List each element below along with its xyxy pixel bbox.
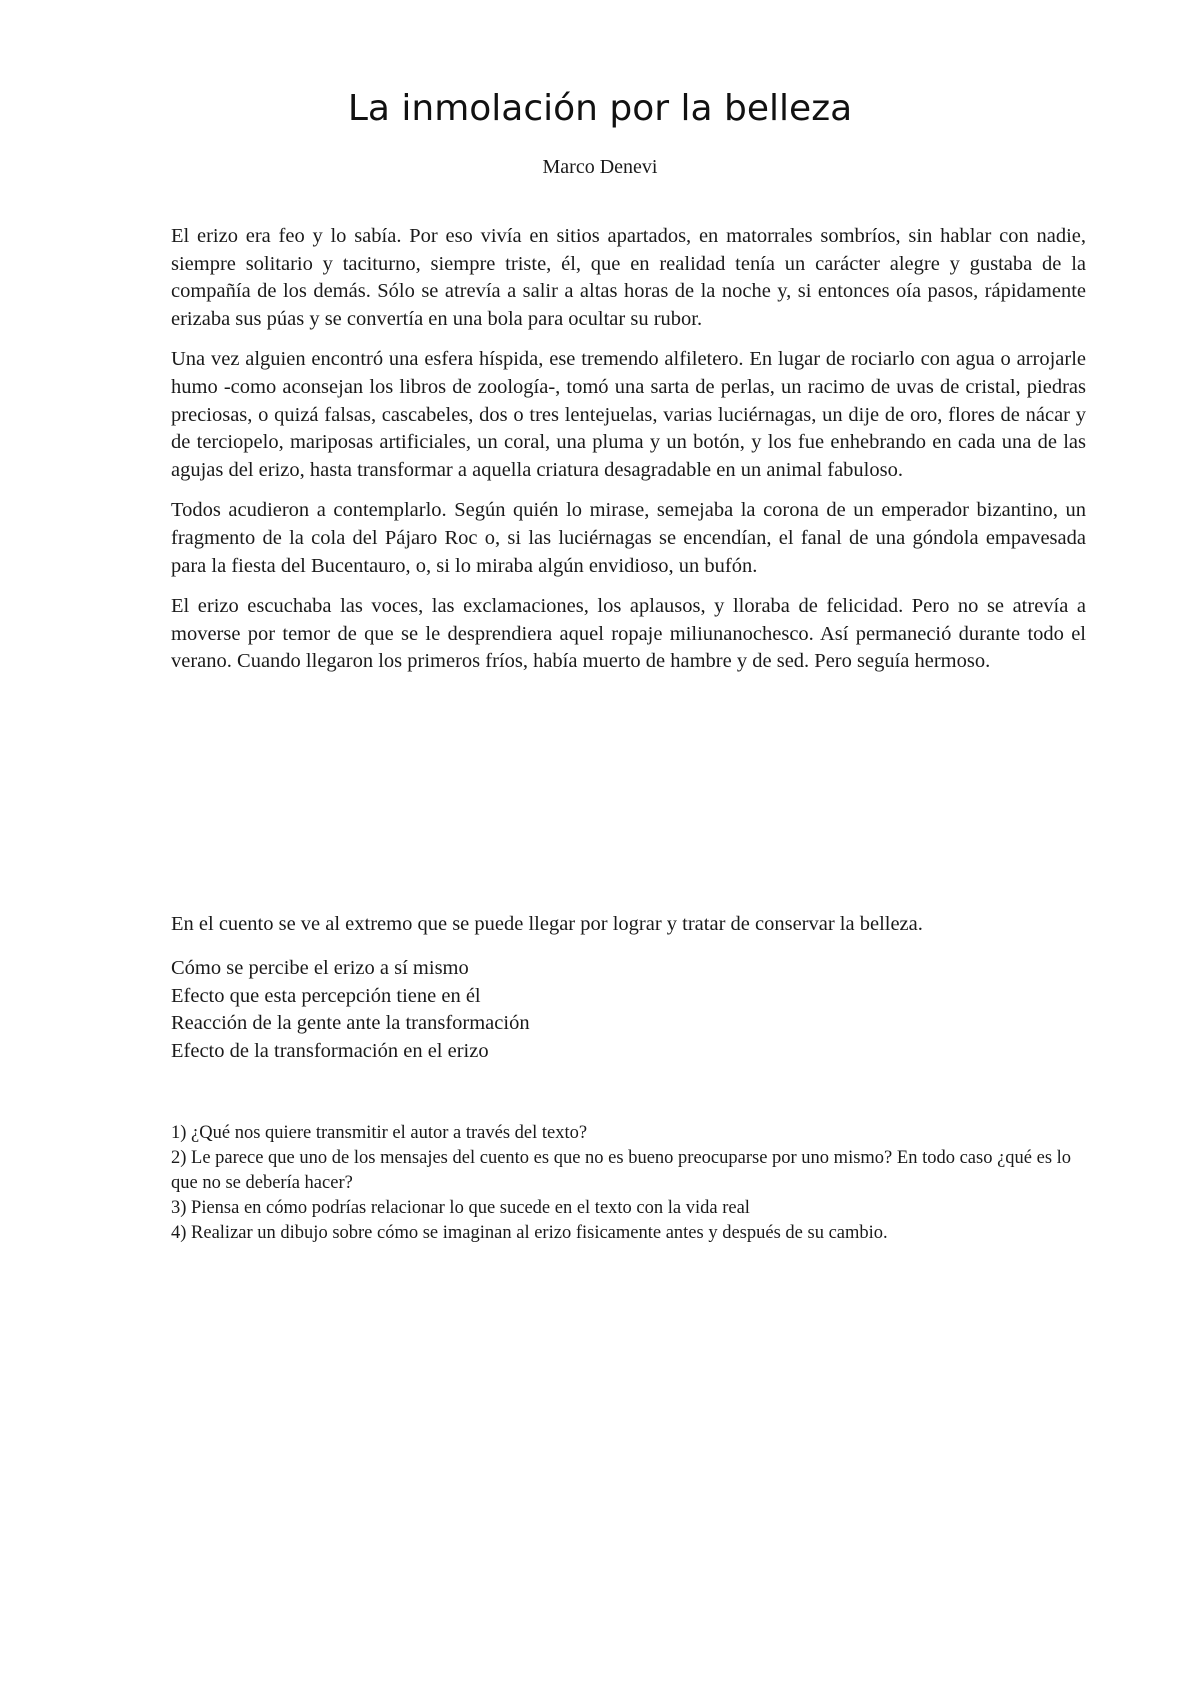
document-author: Marco Denevi	[542, 156, 658, 178]
story-paragraph: Una vez alguien encontró una esfera híspida, ese tremendo alfiletero. En lugar de rociarlo con agua o arrojarle humo -como aconsejan los libros de zoología-, tomó una sarta de perlas, un racimo de uvas de cristal, piedras preciosas, o quizá falsas, cascabeles, dos o tres lentejuelas, varias luciérnagas, un dije de oro, flores de nácar y de terciopelo, mariposas artificiales, un coral, una pluma y un botón, y los fue enhebrando en cada una de las agujas del erizo, hasta transformar a aquella criatura desagradable en un animal fabuloso.	[171, 348, 1086, 481]
story-body	[171, 223, 1086, 689]
aspect-item: Reacción de la gente ante la transformación	[171, 1012, 530, 1035]
summary-text: En el cuento se ve al extremo que se puede llegar por lograr y tratar de conservar la belleza.	[171, 913, 923, 935]
question-item: 1) ¿Qué nos quiere transmitir el autor a través del texto?	[171, 1123, 588, 1143]
question-item: 3) Piensa en cómo podrías relacionar lo que sucede en el texto con la vida real	[171, 1198, 750, 1218]
questions-list	[171, 1121, 1086, 1246]
aspect-item: Cómo se percibe el erizo a sí mismo	[171, 957, 469, 979]
question-item: 4) Realizar un dibujo sobre cómo se imaginan al erizo fisicamente antes y después de su cambio.	[171, 1223, 888, 1243]
aspect-item: Efecto que esta percepción tiene en él	[171, 984, 481, 1007]
story-paragraph: Todos acudieron a contemplarlo. Según quién lo mirase, semejaba la corona de un emperador bizantino, un fragmento de la cola del Pájaro Roc o, si las luciérnagas se encendían, el fanal de una góndola empavesada para la fiesta del Bucentauro, o, si lo miraba algún envidioso, un bufón.	[171, 499, 1086, 577]
story-paragraph: El erizo escuchaba las voces, las exclamaciones, los aplausos, y lloraba de felicidad. Pero no se atrevía a moverse por temor de que se le desprendiera aquel ropaje miliunanochesco. Así permaneció durante todo el verano. Cuando llegaron los primeros fríos, había muerto de hambre y de sed. Pero seguía hermoso.	[171, 595, 1086, 673]
question-item: 2) Le parece que uno de los mensajes del cuento es que no es bueno preocuparse por uno mismo? En todo caso ¿qué es lo que no se debería hacer?	[171, 1148, 1072, 1193]
document-title: La inmolación por la belleza	[347, 88, 853, 129]
aspect-item: Efecto de la transformación en el erizo	[171, 1039, 489, 1062]
story-paragraph: El erizo era feo y lo sabía. Por eso vivía en sitios apartados, en matorrales sombríos, sin hablar con nadie, siempre solitario y taciturno, siempre triste, él, que en realidad tenía un carácter alegre y gustaba de la compañía de los demás. Sólo se atrevía a salir a altas horas de la noche y, si entonces oía pasos, rápidamente erizaba sus púas y se convertía en una bola para ocultar su rubor.	[171, 225, 1086, 330]
aspects-list	[171, 955, 1086, 1065]
